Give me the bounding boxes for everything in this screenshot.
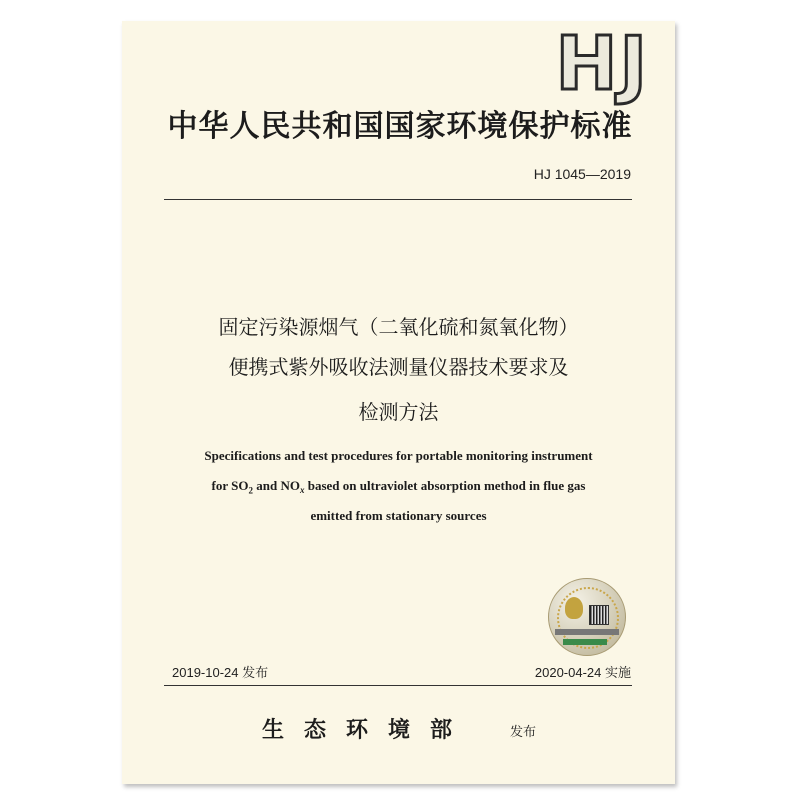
chinese-title-line-1: 固定污染源烟气（二氧化硫和氮氧化物） <box>218 315 579 339</box>
organization-title: 中华人民共和国国家环境保护标准 <box>167 109 633 144</box>
bottom-divider <box>164 685 632 686</box>
publisher-name: 生态环境部 <box>262 717 473 743</box>
seal-green-band <box>563 639 607 645</box>
hj-logo: HJ <box>555 21 649 107</box>
qr-code-icon <box>589 605 609 625</box>
implement-date: 2020-04-24 实施 <box>534 665 631 680</box>
seal-emblem-icon <box>565 597 583 619</box>
chinese-title-line-3: 检测方法 <box>358 400 439 424</box>
standard-number: HJ 1045—2019 <box>533 166 631 182</box>
top-divider <box>164 199 632 200</box>
english-title-line-3: emitted from stationary sources <box>310 508 487 523</box>
standard-cover <box>122 21 675 784</box>
english-title-line-1: Specifications and test procedures for portable monitoring instrument <box>204 448 593 463</box>
chinese-title-line-2: 便携式紫外吸收法测量仪器技术要求及 <box>228 355 569 379</box>
publisher-suffix: 发布 <box>510 725 537 740</box>
english-title-line-2: for $SO_2$ and $NO_x$ based on ultraviolet absorption method in flue gas <box>211 478 586 496</box>
seal-text-band <box>555 629 619 635</box>
anti-counterfeit-seal <box>548 578 626 656</box>
publish-date: 2019-10-24 发布 <box>172 665 269 680</box>
